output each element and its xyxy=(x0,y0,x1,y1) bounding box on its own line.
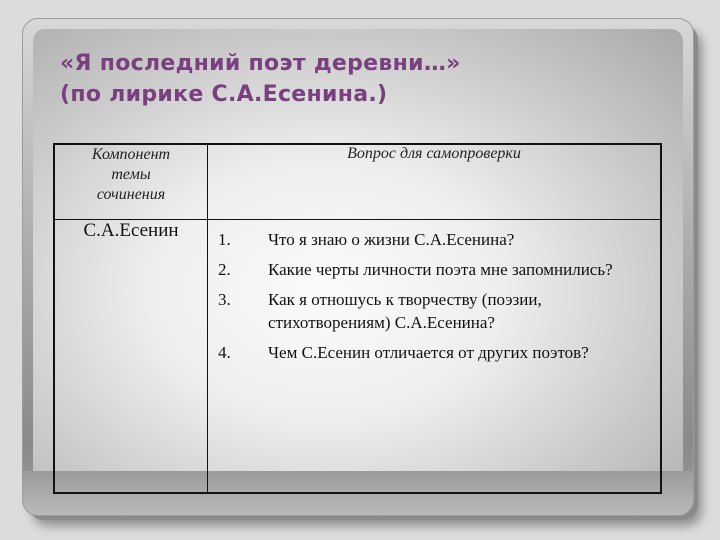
question-text: Что я знаю о жизни С.А.Есенина? xyxy=(268,230,515,249)
header-component-line-2: темы xyxy=(111,166,151,183)
question-number: 4. xyxy=(218,343,231,362)
question-text: Как я отношусь к творчеству (поэзии, стихотворениям) С.А.Есенина? xyxy=(268,290,542,332)
list-item xyxy=(208,258,660,281)
table-row xyxy=(54,220,661,494)
component-cell: С.А.Есенин xyxy=(54,220,208,494)
list-item xyxy=(208,288,660,334)
question-list xyxy=(208,220,660,364)
question-number: 1. xyxy=(218,230,231,249)
title-line-2: (по лирике С.А.Есенина.) xyxy=(60,82,388,107)
essay-table xyxy=(53,143,662,494)
question-text: Чем С.Есенин отличается от других поэтов? xyxy=(268,343,589,362)
question-number: 3. xyxy=(218,290,231,309)
slide-title xyxy=(60,48,660,110)
header-component-line-1: Компонент xyxy=(91,146,171,163)
header-component xyxy=(54,144,208,220)
header-row xyxy=(54,144,661,220)
list-item xyxy=(208,341,660,364)
title-line-1: «Я последний поэт деревни…» xyxy=(60,51,461,76)
header-component-line-3: сочинения xyxy=(96,186,166,203)
question-text: Какие черты личности поэта мне запомнились? xyxy=(268,260,613,279)
list-item xyxy=(208,228,660,251)
questions-cell xyxy=(208,220,662,494)
header-question: Вопрос для самопроверки xyxy=(208,144,662,220)
question-number: 2. xyxy=(218,260,231,279)
